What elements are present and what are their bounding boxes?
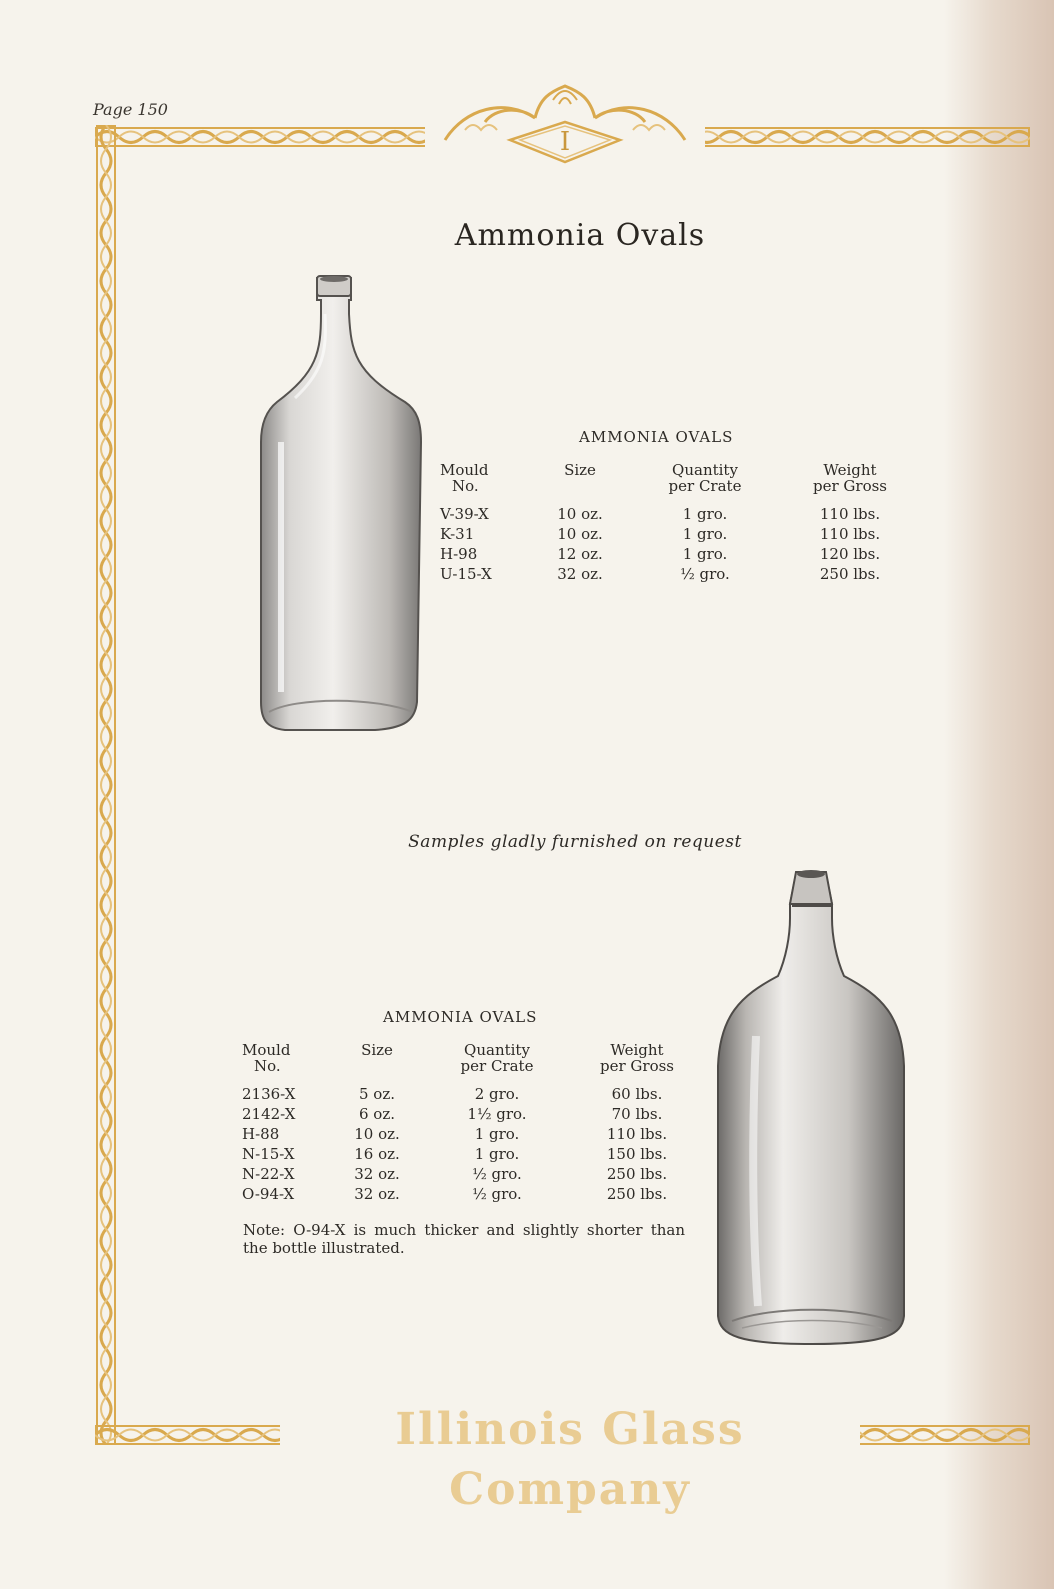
table-2-title: AMMONIA OVALS bbox=[383, 1008, 538, 1026]
col-quantity: Quantity per Crate bbox=[668, 461, 742, 495]
bottle-illustration-wide bbox=[712, 866, 910, 1350]
col-size: Size bbox=[564, 461, 596, 479]
bottle-illustration-tall bbox=[255, 272, 425, 734]
table-row: N-22-X 32 oz. ½ gro. 250 lbs. bbox=[242, 1165, 668, 1183]
spec-table-1 bbox=[440, 462, 910, 584]
col-weight: Weight per Gross bbox=[813, 461, 887, 495]
table-row: H-98 12 oz. 1 gro. 120 lbs. bbox=[440, 545, 881, 563]
samples-note: Samples gladly furnished on request bbox=[408, 832, 742, 852]
col-size: Size bbox=[361, 1041, 393, 1059]
table-row: K-31 10 oz. 1 gro. 110 lbs. bbox=[440, 525, 881, 543]
col-mould: Mould No. bbox=[440, 461, 489, 495]
table-1-title: AMMONIA OVALS bbox=[579, 428, 734, 446]
table-row: O-94-X 32 oz. ½ gro. 250 lbs. bbox=[242, 1185, 668, 1203]
col-quantity: Quantity per Crate bbox=[460, 1041, 534, 1075]
table-row: U-15-X 32 oz. ½ gro. 250 lbs. bbox=[440, 565, 881, 583]
crest-monogram: I bbox=[559, 127, 571, 157]
spec-table-2 bbox=[242, 1042, 702, 1204]
table-row: V-39-X 10 oz. 1 gro. 110 lbs. bbox=[440, 505, 881, 523]
col-weight: Weight per Gross bbox=[600, 1041, 674, 1075]
table-row: 2142-X 6 oz. 1½ gro. 70 lbs. bbox=[242, 1105, 663, 1123]
page-title: Ammonia Ovals bbox=[454, 218, 706, 253]
col-mould: Mould No. bbox=[242, 1041, 291, 1075]
table-row: H-88 10 oz. 1 gro. 110 lbs. bbox=[242, 1125, 668, 1143]
footnote: Note: O-94-X is much thicker and slightly shorter than the bottle illustrated. bbox=[243, 1221, 685, 1257]
page-number: Page 150 bbox=[93, 100, 168, 119]
table-row: N-15-X 16 oz. 1 gro. 150 lbs. bbox=[242, 1145, 668, 1163]
table-row: 2136-X 5 oz. 2 gro. 60 lbs. bbox=[242, 1085, 663, 1103]
ornamental-border-left bbox=[94, 125, 118, 1445]
page-edge-shadow bbox=[944, 0, 1054, 1589]
crest-emblem bbox=[425, 78, 705, 170]
company-name-banner: Illinois Glass Company bbox=[280, 1400, 860, 1460]
